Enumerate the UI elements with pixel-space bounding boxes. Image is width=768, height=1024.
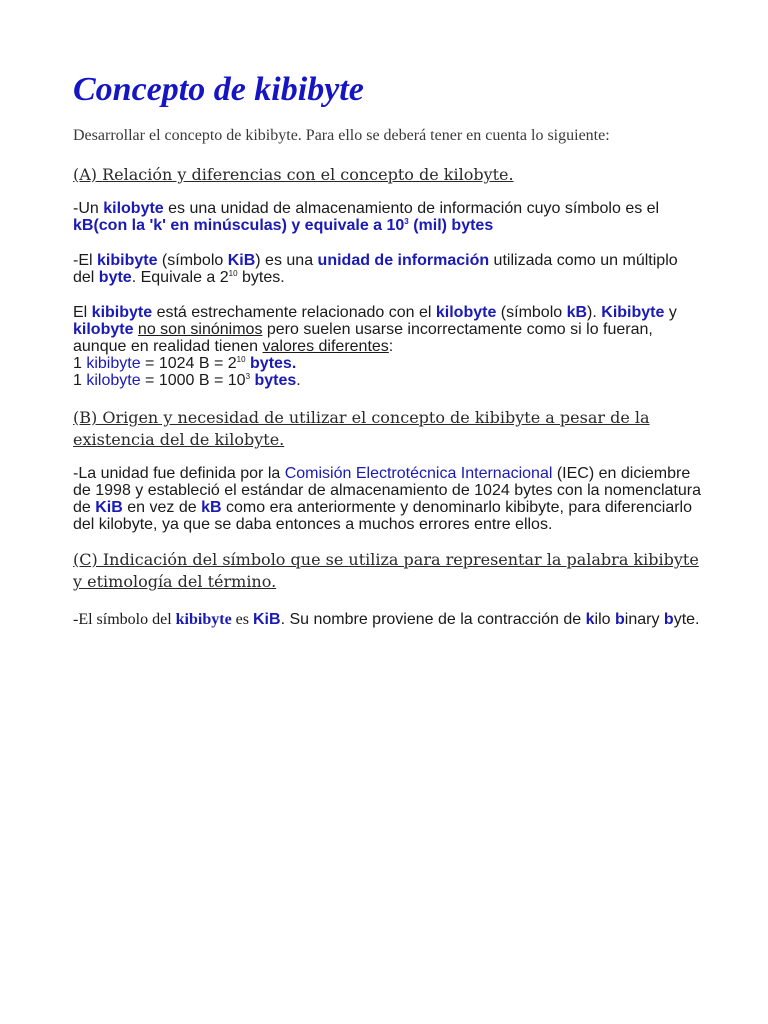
text-run: El xyxy=(73,304,92,321)
equation-kibibyte xyxy=(73,355,703,372)
text-run: yte. xyxy=(673,611,700,628)
text-run: (IEC) en diciembre de 1998 y estableció el estándar de almacenamiento de 1024 bytes con la nomenclatura de xyxy=(73,465,701,516)
text-run: . Equivale a 2 xyxy=(131,269,229,286)
letter-b: b xyxy=(615,611,625,628)
term-kibibyte: Kibibyte xyxy=(601,304,665,321)
text-run: 1 xyxy=(73,355,87,372)
text-run: -El símbolo del xyxy=(73,611,176,628)
unit-kilobyte: kilobyte xyxy=(86,372,141,389)
kb-definition xyxy=(73,217,493,234)
section-a-paragraph-2 xyxy=(73,252,703,286)
exponent: 10 xyxy=(236,355,246,364)
intro-paragraph: Desarrollar el concepto de kibibyte. Para ello se deberá tener en cuenta lo siguiente: xyxy=(73,127,610,144)
term-kilobyte: kilobyte xyxy=(103,200,164,217)
term-bytes: bytes xyxy=(254,372,297,389)
underlined-phrase: no son sinónimos xyxy=(137,321,263,338)
text-run: = 1024 B = 2 xyxy=(140,355,237,372)
text-run: (símbolo xyxy=(157,252,228,269)
letter-k: k xyxy=(585,611,595,628)
page-title: Concepto de kibibyte xyxy=(73,71,364,108)
text-run: está estrechamente relacionado con el xyxy=(152,304,436,321)
text-run: ilo xyxy=(594,611,615,628)
text-run: en vez de xyxy=(122,499,202,516)
text-run: y xyxy=(664,304,677,321)
section-a-heading: (A) Relación y diferencias con el concepto de kilobyte. xyxy=(73,165,514,184)
text-run: . Su nombre proviene de la contracción de xyxy=(280,611,586,628)
term-kib: KiB xyxy=(253,611,281,628)
section-c-heading: (C) Indicación del símbolo que se utiliza para representar la palabra kibibyte y etimología del término. xyxy=(73,550,699,591)
text-run: = 1000 B = 10 xyxy=(140,372,246,389)
term-iec: Comisión Electrotécnica Internacional xyxy=(284,465,553,482)
term-kilobyte: kilobyte xyxy=(435,304,497,321)
text-run: . xyxy=(296,372,301,389)
term-unidad: unidad de información xyxy=(317,252,490,269)
text-run: bytes. xyxy=(237,269,285,286)
text-run: utilizada como un múltiplo del xyxy=(73,252,678,286)
text-run: (mil) bytes xyxy=(408,217,494,234)
text-run: (símbolo xyxy=(496,304,567,321)
document-page xyxy=(73,68,703,628)
text-run: : xyxy=(388,338,394,355)
unit-kibibyte: kibibyte xyxy=(86,355,141,372)
underlined-phrase: valores diferentes xyxy=(262,338,389,355)
term-kib: KiB xyxy=(227,252,256,269)
exponent: 3 xyxy=(245,372,251,381)
text-run: -El xyxy=(73,252,97,269)
text-run: ) es una xyxy=(255,252,318,269)
term-kibibyte: kibibyte xyxy=(97,252,158,269)
equation-kilobyte xyxy=(73,372,703,389)
text-run: como era anteriormente y denominarlo kibibyte, para diferenciarlo del kilobyte, ya que se daba entonces a muchos errores entre ellos. xyxy=(73,499,693,533)
section-c-paragraph-1 xyxy=(73,611,703,628)
text-run: -Un xyxy=(73,200,104,217)
text-run: es xyxy=(231,611,253,628)
text-run: 1 xyxy=(73,372,87,389)
exponent: 10 xyxy=(228,269,238,278)
section-a-paragraph-3 xyxy=(73,304,703,355)
term-kib: KiB xyxy=(95,499,123,516)
exponent: 3 xyxy=(404,217,409,226)
term-kibibyte: kibibyte xyxy=(175,611,232,628)
term-kb: kB xyxy=(566,304,588,321)
text-run: kB(con la 'k' en minúsculas) y equivale a 10 xyxy=(73,217,405,234)
term-kibibyte: kibibyte xyxy=(91,304,153,321)
term-kilobyte: kilobyte xyxy=(73,321,134,338)
term-byte: byte xyxy=(98,269,132,286)
text-run: es una unidad de almacenamiento de información cuyo símbolo es el xyxy=(163,200,660,217)
section-a-paragraph-1 xyxy=(73,200,703,234)
text-run: ). xyxy=(587,304,602,321)
text-run: -La unidad fue definida por la xyxy=(73,465,285,482)
text-run: inary xyxy=(624,611,664,628)
term-bytes: bytes. xyxy=(250,355,297,372)
text-run: pero suelen usarse incorrectamente como si lo fueran, aunque en realidad tienen xyxy=(73,321,653,355)
section-b-paragraph-1 xyxy=(73,465,703,533)
letter-b: b xyxy=(663,611,674,628)
section-b-heading: (B) Origen y necesidad de utilizar el concepto de kibibyte a pesar de la existencia del de kilobyte. xyxy=(73,408,650,449)
term-kb: kB xyxy=(201,499,222,516)
